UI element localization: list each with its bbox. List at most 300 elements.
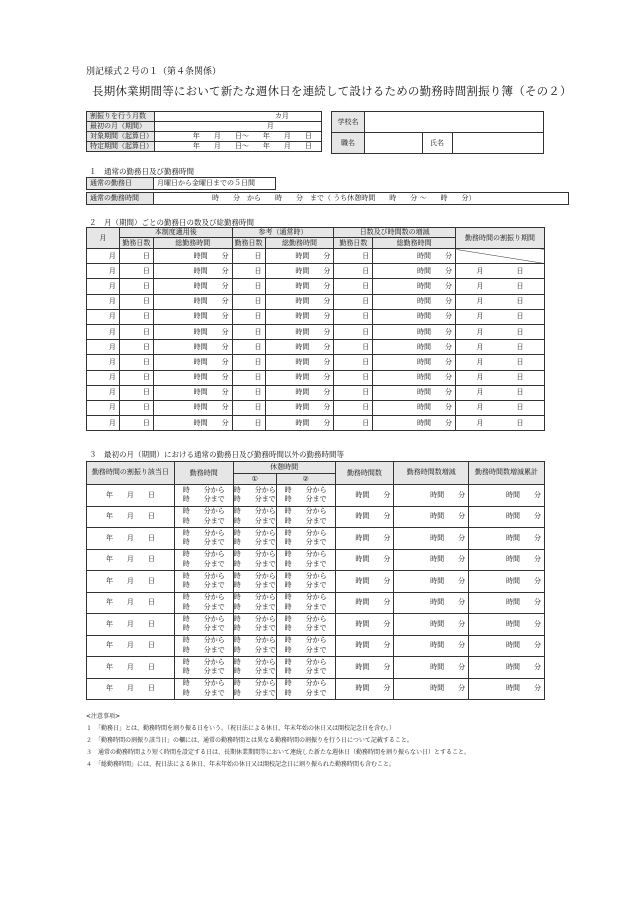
ref-hours-cell[interactable]: 時間 分: [265, 400, 334, 415]
header-info-row: [87, 122, 322, 132]
break1-cell[interactable]: [233, 506, 276, 528]
break1-to: 時 分まで: [233, 667, 276, 676]
diff-days-cell[interactable]: 日: [334, 279, 373, 294]
break2-from: 時 分から: [284, 507, 327, 516]
ref-hours-cell[interactable]: 時間 分: [265, 355, 334, 370]
worktime-from: 時 分から: [182, 614, 225, 623]
ref-hours-cell[interactable]: 時間 分: [265, 294, 334, 309]
diff-days-cell[interactable]: 日: [334, 416, 373, 431]
month-cell[interactable]: 月: [87, 309, 120, 324]
s2-col-ref-days: 勤務日数: [232, 238, 265, 249]
table-row: [87, 324, 545, 339]
diff-days-cell[interactable]: 日: [334, 355, 373, 370]
days-cell[interactable]: 日: [119, 294, 153, 309]
diff-hours-cell[interactable]: 時間 分: [373, 279, 456, 294]
ref-days-cell[interactable]: 日: [232, 400, 265, 415]
hours-value[interactable]: 時 分 から 時 分 まで（ うち休憩時間 時 分 ～ 時 分）: [154, 193, 569, 205]
break2-to: 時 分まで: [284, 624, 327, 633]
table-row: [87, 370, 545, 385]
break2-from: 時 分から: [284, 485, 327, 494]
diff-days-cell[interactable]: 日: [334, 249, 373, 264]
period-cell-blank: [456, 249, 545, 264]
header-info-label: 割振りを行う月数: [87, 112, 155, 122]
period-cell[interactable]: [456, 370, 545, 385]
s2-col-month: 月: [87, 228, 120, 249]
days-cell[interactable]: 日: [119, 400, 153, 415]
break1-cell[interactable]: [233, 614, 276, 636]
table-row: [87, 279, 545, 294]
change-cell[interactable]: 時間 分: [394, 571, 469, 593]
ref-days-cell[interactable]: 日: [232, 340, 265, 355]
header-info-label: 最初の月（期間）: [87, 122, 155, 132]
break2-cell[interactable]: [276, 506, 335, 528]
break1-from: 時 分から: [233, 657, 276, 666]
worktime-from: 時 分から: [182, 571, 225, 580]
break2-cell[interactable]: [276, 635, 335, 657]
count-cell[interactable]: 時間 分: [335, 549, 394, 571]
days-cell[interactable]: 日: [119, 370, 153, 385]
date-cell[interactable]: 年 月 日: [87, 614, 175, 636]
table-row: [87, 340, 545, 355]
break1-cell[interactable]: [233, 635, 276, 657]
note-item: １ 「勤務日」とは、勤務時間を割り振る日をいう。（祝日法による休日、年末年始の休日又は開校記念日を含む。）: [86, 725, 396, 732]
days-cell[interactable]: 日: [119, 279, 153, 294]
hours-cell[interactable]: 時間 分: [153, 340, 232, 355]
s3-col-worktime: 勤務時間: [174, 462, 233, 485]
month-cell[interactable]: 月: [87, 294, 120, 309]
ref-days-cell[interactable]: 日: [232, 324, 265, 339]
worktime-cell[interactable]: [174, 485, 233, 507]
break1-to: 時 分まで: [233, 495, 276, 504]
period-month: 月: [476, 388, 484, 397]
table-row: [87, 678, 545, 700]
worktime-from: 時 分から: [182, 507, 225, 516]
change-cell[interactable]: 時間 分: [394, 657, 469, 679]
hours-cell[interactable]: 時間 分: [153, 324, 232, 339]
section1-table: [86, 177, 276, 190]
s3-col-cumulative: 勤務時間数増減累計: [469, 462, 545, 485]
ref-hours-cell[interactable]: 時間 分: [265, 324, 334, 339]
break1-cell[interactable]: [233, 528, 276, 550]
date-cell[interactable]: 年 月 日: [87, 678, 175, 700]
ref-days-cell[interactable]: 日: [232, 416, 265, 431]
break1-cell[interactable]: [233, 678, 276, 700]
diff-hours-cell[interactable]: 時間 分: [373, 355, 456, 370]
change-cell[interactable]: 時間 分: [394, 506, 469, 528]
break1-from: 時 分から: [233, 614, 276, 623]
note-item: ３ 通常の勤務時間より短く時間を設定する日は、長期休業期間等において連続した新たな週休日（勤務時間を割り振らない日）とすること。: [86, 749, 471, 756]
count-cell[interactable]: 時間 分: [335, 614, 394, 636]
hours-cell[interactable]: 時間 分: [153, 279, 232, 294]
count-cell[interactable]: 時間 分: [335, 485, 394, 507]
section1-heading: １ 通常の勤務日及び勤務時間: [89, 167, 194, 176]
month-cell[interactable]: 月: [87, 400, 120, 415]
break1-to: 時 分まで: [233, 688, 276, 697]
s2-col-ref-hours: 総勤務時間: [265, 238, 334, 249]
worktime-from: 時 分から: [182, 550, 225, 559]
name-field[interactable]: [452, 133, 544, 154]
break1-from: 時 分から: [233, 571, 276, 580]
cumulative-cell[interactable]: 時間 分: [469, 657, 545, 679]
month-cell[interactable]: 月: [87, 264, 120, 279]
table-row: [87, 506, 545, 528]
diff-days-cell[interactable]: 日: [334, 370, 373, 385]
worktime-from: 時 分から: [182, 636, 225, 645]
period-month: 月: [476, 297, 484, 306]
period-cell[interactable]: [456, 279, 545, 294]
days-cell[interactable]: 日: [119, 249, 153, 264]
worktime-cell[interactable]: [174, 635, 233, 657]
table-row: [87, 485, 545, 507]
ref-hours-cell[interactable]: 時間 分: [265, 416, 334, 431]
table-row: [87, 657, 545, 679]
worktime-from: 時 分から: [182, 657, 225, 666]
diff-days-cell[interactable]: 日: [334, 385, 373, 400]
header-info-row: [87, 132, 322, 142]
worktime-from: 時 分から: [182, 593, 225, 602]
ref-hours-cell[interactable]: 時間 分: [265, 340, 334, 355]
table-row: [87, 571, 545, 593]
break2-to: 時 分まで: [284, 688, 327, 697]
worktime-cell[interactable]: [174, 614, 233, 636]
hours-cell[interactable]: 時間 分: [153, 309, 232, 324]
count-cell[interactable]: 時間 分: [335, 635, 394, 657]
date-cell[interactable]: 年 月 日: [87, 635, 175, 657]
change-cell[interactable]: 時間 分: [394, 635, 469, 657]
period-month: 月: [476, 312, 484, 321]
days-cell[interactable]: 日: [119, 416, 153, 431]
table-row: [87, 549, 545, 571]
diff-days-cell[interactable]: 日: [334, 324, 373, 339]
period-cell[interactable]: [456, 355, 545, 370]
month-cell[interactable]: 月: [87, 370, 120, 385]
worktime-to: 時 分まで: [182, 602, 225, 611]
break2-to: 時 分まで: [284, 602, 327, 611]
name-label: 氏名: [422, 133, 452, 154]
school-name-field[interactable]: [364, 112, 543, 133]
date-cell[interactable]: 年 月 日: [87, 485, 175, 507]
table-row: [87, 355, 545, 370]
hours-cell[interactable]: 時間 分: [153, 416, 232, 431]
table-row: [87, 614, 545, 636]
break2-to: 時 分まで: [284, 516, 327, 525]
break2-cell[interactable]: [276, 614, 335, 636]
period-cell[interactable]: [456, 385, 545, 400]
period-cell[interactable]: [456, 400, 545, 415]
break1-to: 時 分まで: [233, 559, 276, 568]
break1-to: 時 分まで: [233, 645, 276, 654]
break2-from: 時 分から: [284, 593, 327, 602]
form-number: 別記様式２号の１（第４条関係）: [86, 67, 222, 77]
worktime-to: 時 分まで: [182, 581, 225, 590]
period-cell[interactable]: [456, 416, 545, 431]
diff-hours-cell[interactable]: 時間 分: [373, 385, 456, 400]
days-cell[interactable]: 日: [119, 264, 153, 279]
break2-cell[interactable]: [276, 485, 335, 507]
table-row: [87, 385, 545, 400]
period-month: 月: [476, 403, 484, 412]
count-cell[interactable]: 時間 分: [335, 528, 394, 550]
table-row: [87, 592, 545, 614]
hours-label: 通常の勤務時間: [87, 193, 154, 205]
cumulative-cell[interactable]: 時間 分: [469, 678, 545, 700]
diff-hours-cell[interactable]: 時間 分: [373, 309, 456, 324]
period-cell[interactable]: [456, 294, 545, 309]
hours-cell[interactable]: 時間 分: [153, 249, 232, 264]
cumulative-cell[interactable]: 時間 分: [469, 571, 545, 593]
notes: [86, 711, 470, 771]
table-row: [87, 416, 545, 431]
ref-days-cell[interactable]: 日: [232, 249, 265, 264]
worktime-cell[interactable]: [174, 506, 233, 528]
hours-cell[interactable]: 時間 分: [153, 264, 232, 279]
break2-cell[interactable]: [276, 549, 335, 571]
diff-days-cell[interactable]: 日: [334, 264, 373, 279]
header-info-row: [87, 112, 322, 122]
worktime-cell[interactable]: [174, 657, 233, 679]
break1-from: 時 分から: [233, 485, 276, 494]
ref-hours-cell[interactable]: 時間 分: [265, 385, 334, 400]
month-cell[interactable]: 月: [87, 324, 120, 339]
break1-to: 時 分まで: [233, 602, 276, 611]
position-field[interactable]: [364, 133, 422, 154]
count-cell[interactable]: 時間 分: [335, 678, 394, 700]
break2-from: 時 分から: [284, 550, 327, 559]
month-cell[interactable]: 月: [87, 340, 120, 355]
period-day: 日: [516, 297, 524, 306]
diff-hours-cell[interactable]: 時間 分: [373, 416, 456, 431]
s3-col-count: 勤務時間数: [335, 462, 394, 485]
diff-days-cell[interactable]: 日: [334, 294, 373, 309]
s2-col-days: 勤務日数: [119, 238, 153, 249]
cumulative-cell[interactable]: 時間 分: [469, 485, 545, 507]
worktime-cell[interactable]: [174, 592, 233, 614]
days-cell[interactable]: 日: [119, 309, 153, 324]
s3-col-break2: ②: [276, 474, 335, 485]
diff-hours-cell[interactable]: 時間 分: [373, 340, 456, 355]
break1-to: 時 分まで: [233, 516, 276, 525]
period-month: 月: [476, 281, 484, 290]
date-cell[interactable]: 年 月 日: [87, 657, 175, 679]
break2-from: 時 分から: [284, 571, 327, 580]
s2-col-diff-hours: 総勤務時間: [373, 238, 456, 249]
break2-cell[interactable]: [276, 657, 335, 679]
s3-col-break1: ①: [233, 474, 276, 485]
break1-cell[interactable]: [233, 592, 276, 614]
break1-from: 時 分から: [233, 636, 276, 645]
days-cell[interactable]: 日: [119, 324, 153, 339]
break1-cell[interactable]: [233, 549, 276, 571]
s2-group-after: 本制度適用後: [119, 228, 232, 238]
break1-cell[interactable]: [233, 657, 276, 679]
worktime-cell[interactable]: [174, 528, 233, 550]
diff-hours-cell[interactable]: 時間 分: [373, 264, 456, 279]
change-cell[interactable]: 時間 分: [394, 485, 469, 507]
date-cell[interactable]: 年 月 日: [87, 506, 175, 528]
period-cell[interactable]: [456, 340, 545, 355]
hours-cell[interactable]: 時間 分: [153, 400, 232, 415]
diff-days-cell[interactable]: 日: [334, 400, 373, 415]
cumulative-cell[interactable]: 時間 分: [469, 506, 545, 528]
table-row: [87, 249, 545, 264]
diff-hours-cell[interactable]: 時間 分: [373, 294, 456, 309]
period-month: 月: [476, 327, 484, 336]
header-info-value[interactable]: 月: [154, 122, 321, 132]
position-label: 職名: [332, 133, 365, 154]
break2-cell[interactable]: [276, 528, 335, 550]
ref-days-cell[interactable]: 日: [232, 309, 265, 324]
break2-cell[interactable]: [276, 678, 335, 700]
period-month: 月: [476, 418, 484, 427]
date-cell[interactable]: 年 月 日: [87, 549, 175, 571]
break2-to: 時 分まで: [284, 667, 327, 676]
table-row: [87, 400, 545, 415]
cumulative-cell[interactable]: 時間 分: [469, 528, 545, 550]
s2-group-ref: 参考（通常時）: [232, 228, 334, 238]
header-info-label: 対象期間（起算日）: [87, 132, 155, 142]
section1-hours-table: [86, 192, 569, 205]
section3-table: [86, 461, 545, 700]
count-cell[interactable]: 時間 分: [335, 506, 394, 528]
count-cell[interactable]: 時間 分: [335, 592, 394, 614]
break1-cell[interactable]: [233, 571, 276, 593]
hours-cell[interactable]: 時間 分: [153, 294, 232, 309]
diff-hours-cell[interactable]: 時間 分: [373, 400, 456, 415]
period-cell[interactable]: [456, 324, 545, 339]
hours-cell[interactable]: 時間 分: [153, 370, 232, 385]
worktime-from: 時 分から: [182, 485, 225, 494]
ref-days-cell[interactable]: 日: [232, 264, 265, 279]
change-cell[interactable]: 時間 分: [394, 614, 469, 636]
worktime-to: 時 分まで: [182, 495, 225, 504]
ref-hours-cell[interactable]: 時間 分: [265, 264, 334, 279]
break1-cell[interactable]: [233, 485, 276, 507]
section2-table: [86, 227, 545, 431]
change-cell[interactable]: 時間 分: [394, 678, 469, 700]
ref-hours-cell[interactable]: 時間 分: [265, 370, 334, 385]
break2-cell[interactable]: [276, 571, 335, 593]
break2-from: 時 分から: [284, 657, 327, 666]
ref-days-cell[interactable]: 日: [232, 279, 265, 294]
s2-group-diff: 日数及び時間数の増減: [334, 228, 456, 238]
header-info-value[interactable]: カ月: [154, 112, 321, 122]
ref-days-cell[interactable]: 日: [232, 370, 265, 385]
date-cell[interactable]: 年 月 日: [87, 528, 175, 550]
notes-heading: <注意事項>: [86, 713, 121, 720]
month-cell[interactable]: 月: [87, 249, 120, 264]
break1-to: 時 分まで: [233, 624, 276, 633]
date-cell[interactable]: 年 月 日: [87, 592, 175, 614]
table-row: [87, 528, 545, 550]
table-row: [87, 294, 545, 309]
workday-label: 通常の勤務日: [87, 178, 154, 190]
period-day: 日: [516, 388, 524, 397]
ref-hours-cell[interactable]: 時間 分: [265, 249, 334, 264]
period-cell[interactable]: [456, 264, 545, 279]
period-month: 月: [476, 342, 484, 351]
cumulative-cell[interactable]: 時間 分: [469, 635, 545, 657]
days-cell[interactable]: 日: [119, 340, 153, 355]
period-day: 日: [516, 418, 524, 427]
break2-from: 時 分から: [284, 636, 327, 645]
table-row: [87, 264, 545, 279]
period-day: 日: [516, 373, 524, 382]
period-cell[interactable]: [456, 309, 545, 324]
cumulative-cell[interactable]: 時間 分: [469, 549, 545, 571]
month-cell[interactable]: 月: [87, 355, 120, 370]
worktime-to: 時 分まで: [182, 516, 225, 525]
month-cell[interactable]: 月: [87, 385, 120, 400]
s3-col-break: 休憩時間: [233, 462, 335, 474]
page-title: 長期休業期間等において新たな週休日を連続して設けるための勤務時間割振り簿（その２）: [92, 84, 572, 98]
worktime-to: 時 分まで: [182, 688, 225, 697]
break1-from: 時 分から: [233, 593, 276, 602]
section3-heading: ３ 最初の月（期間）における通常の勤務日及び勤務時間以外の勤務時間等: [89, 450, 344, 459]
s2-col-period: 勤務時間の割振り期間: [456, 228, 545, 249]
school-info-table: [331, 111, 544, 154]
workday-value[interactable]: 月曜日から金曜日までの５日間: [154, 178, 276, 190]
s2-col-hours: 総勤務時間: [153, 238, 232, 249]
break2-to: 時 分まで: [284, 495, 327, 504]
change-cell[interactable]: 時間 分: [394, 528, 469, 550]
period-day: 日: [516, 281, 524, 290]
ref-days-cell[interactable]: 日: [232, 385, 265, 400]
hours-cell[interactable]: 時間 分: [153, 355, 232, 370]
count-cell[interactable]: 時間 分: [335, 571, 394, 593]
s3-col-date: 勤務時間の割振り該当日: [87, 462, 175, 485]
break2-to: 時 分まで: [284, 538, 327, 547]
worktime-to: 時 分まで: [182, 559, 225, 568]
cumulative-cell[interactable]: 時間 分: [469, 614, 545, 636]
break2-to: 時 分まで: [284, 581, 327, 590]
header-info-row: [87, 142, 322, 152]
break1-to: 時 分まで: [233, 538, 276, 547]
ref-days-cell[interactable]: 日: [232, 355, 265, 370]
header-info-value[interactable]: 年 月 日～ 年 月 日: [154, 132, 321, 142]
break1-from: 時 分から: [233, 528, 276, 537]
days-cell[interactable]: 日: [119, 355, 153, 370]
break1-from: 時 分から: [233, 550, 276, 559]
diff-hours-cell[interactable]: 時間 分: [373, 370, 456, 385]
ref-hours-cell[interactable]: 時間 分: [265, 279, 334, 294]
count-cell[interactable]: 時間 分: [335, 657, 394, 679]
days-cell[interactable]: 日: [119, 385, 153, 400]
change-cell[interactable]: 時間 分: [394, 549, 469, 571]
date-cell[interactable]: 年 月 日: [87, 571, 175, 593]
worktime-cell[interactable]: [174, 571, 233, 593]
ref-days-cell[interactable]: 日: [232, 294, 265, 309]
diff-hours-cell[interactable]: 時間 分: [373, 324, 456, 339]
change-cell[interactable]: 時間 分: [394, 592, 469, 614]
worktime-cell[interactable]: [174, 549, 233, 571]
month-cell[interactable]: 月: [87, 279, 120, 294]
break2-cell[interactable]: [276, 592, 335, 614]
diff-days-cell[interactable]: 日: [334, 340, 373, 355]
break1-from: 時 分から: [233, 679, 276, 688]
header-info-value[interactable]: 年 月 日～ 年 月 日: [154, 142, 321, 152]
break2-from: 時 分から: [284, 528, 327, 537]
cumulative-cell[interactable]: 時間 分: [469, 592, 545, 614]
diff-days-cell[interactable]: 日: [334, 309, 373, 324]
hours-cell[interactable]: 時間 分: [153, 385, 232, 400]
ref-hours-cell[interactable]: 時間 分: [265, 309, 334, 324]
s2-col-diff-days: 勤務日数: [334, 238, 373, 249]
diff-hours-cell[interactable]: 時間 分: [373, 249, 456, 264]
worktime-cell[interactable]: [174, 678, 233, 700]
break2-to: 時 分まで: [284, 559, 327, 568]
table-row: [87, 635, 545, 657]
month-cell[interactable]: 月: [87, 416, 120, 431]
